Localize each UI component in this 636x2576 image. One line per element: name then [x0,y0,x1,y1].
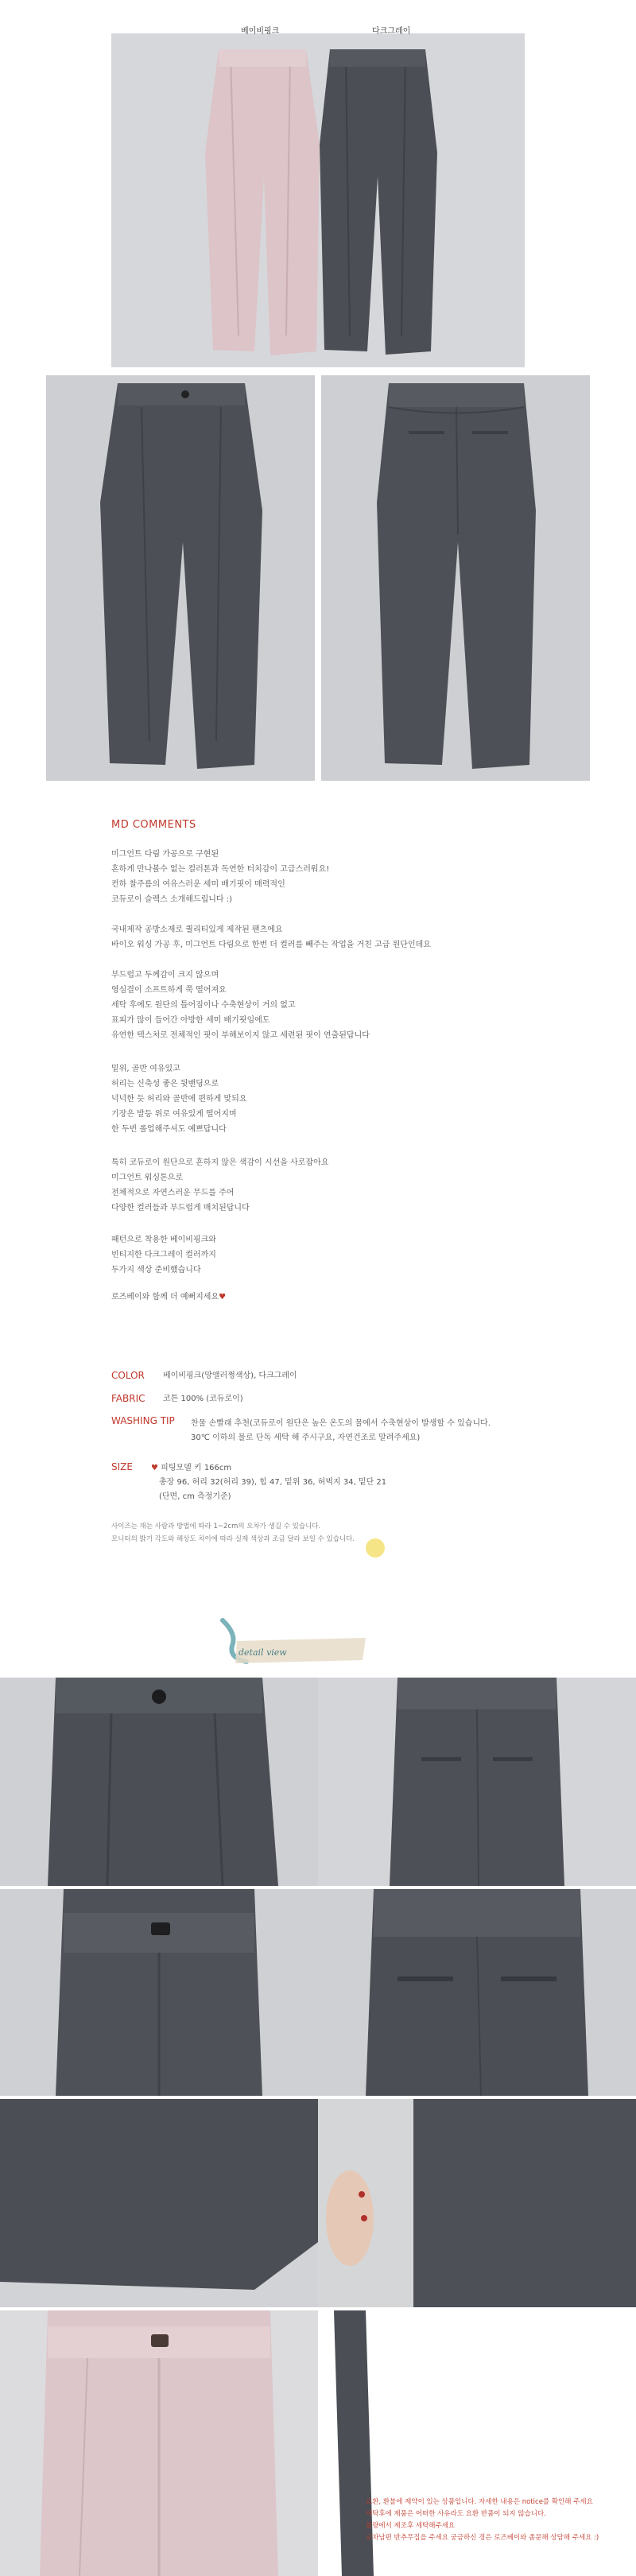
detail-photo-front-button [0,1889,318,2096]
size-label: SIZE [111,1461,133,1472]
notice-line: 요환, 환불에 제약이 있는 상품입니다. 자세한 내용은 notice를 확인해 주세요 [366,2498,593,2506]
md-line: 기장은 발등 위로 여유있게 떨어지며 [111,1110,237,1119]
note-line: 사이즈는 재는 사람과 방법에 따라 1~2cm의 오차가 생길 수 있습니다. [111,1523,321,1530]
md-paragraph-7 [111,1290,226,1305]
washing-tip-label: WASHING TIP [111,1415,175,1426]
md-line: 컨하 찰주름의 여유스러운 세미 배기핏이 매력적인 [111,880,285,889]
md-paragraph-1 [111,847,329,907]
detail-photo-back-waist [318,1678,636,1886]
md-line: 한 두번 롤업해주셔도 예쁘답니다 [111,1125,227,1134]
md-line: 특히 코듀로이 원단으로 흔하지 않은 색감이 시선을 사로잡아요 [111,1158,329,1167]
washing-tip-value [191,1417,491,1445]
detail-photo-fabric-stretch [318,2099,636,2307]
size-line: 피팅모델 키 166cm [161,1464,232,1472]
size-line: 총장 96, 허리 32(허리 39), 힙 47, 밑위 36, 허벅지 34, 밑단 21 [159,1478,387,1487]
md-line: 빈티지한 다크그레이 컬러까지 [111,1251,216,1259]
detail-photo-front-waist [0,1678,318,1886]
md-line: 세탁 후에도 원단의 틀어짐이나 수축현상이 거의 없고 [111,1001,296,1010]
washing-line: 찬물 손빨래 추천(코듀로이 원단은 높은 온도의 물에서 수축현상이 발생할 수 있습니다. [191,1419,491,1428]
heart-icon: ♥ [219,1293,227,1302]
md-paragraph-4 [111,1061,246,1137]
md-comments-title: MD COMMENTS [111,819,196,831]
grey-pants-back-photo [321,375,590,781]
heart-icon: ♥ [151,1464,158,1472]
notice-line: 교차남편 반추무집을 주세요 궁금하신 경은 로즈베이와 좀문해 상담해 주세요 :) [366,2534,599,2542]
md-line: 로즈베이와 함께 더 예뻐지세요 [111,1293,219,1302]
md-paragraph-2 [111,922,431,952]
md-line: 넉넉한 듯 허리와 골반에 편하게 맞되요 [111,1095,247,1104]
md-line: 유연한 텍스처로 전체적인 핏이 부해보이지 않고 세련된 핏이 연출된답니다 [111,1031,370,1040]
notice-line: 불량에서 제조후 세탁해주세요 [366,2522,456,2530]
top-product-photo [111,33,525,367]
highlight-dot [366,1538,385,1558]
detail-view-label: detail view [238,1647,287,1658]
note-line: 모니터의 밝기 각도와 해상도 차이에 따라 실제 색상과 조금 달라 보일 수 있습니다. [111,1535,355,1543]
md-paragraph-3 [111,968,370,1043]
md-line: 밑위, 골반 여유있고 [111,1065,180,1073]
bottom-notice [366,2496,599,2544]
size-value [151,1461,386,1504]
detail-photo-hem [0,2099,318,2307]
grey-pants-front-photo [46,375,315,781]
md-line: 다양한 컬러들과 부드럽게 매치된답니다 [111,1204,250,1212]
size-line: (단면, cm 측정기준) [159,1492,231,1501]
md-line: 허리는 신축성 좋은 뒷밴딩으로 [111,1080,219,1088]
md-line: 코듀로이 슬렉스 소개해드립니다 :) [111,895,233,904]
fabric-label: FABRIC [111,1393,145,1404]
md-line: 부드럽고 두께감이 크지 않으며 [111,971,219,980]
pink-color-label: 베이비핑크 [241,27,280,36]
size-notes [111,1520,355,1546]
md-line: 흔하게 만나볼수 없는 컬러톤과 독연한 터치감이 고급스러워요! [111,865,330,874]
md-line: 두가지 색상 준비했습니다 [111,1266,201,1274]
notice-line: 세탁후에 제품은 어떠한 사유라도 요환 반품이 되지 않습니다. [366,2510,546,2518]
md-line: 영심결이 소프트하게 쭉 떨어져요 [111,986,227,995]
fabric-value: 코튼 100% (코듀로이) [163,1395,243,1403]
md-line: 미그언트 워싱톤으로 [111,1174,184,1182]
color-label: COLOR [111,1370,145,1381]
color-value: 베이비핑크(망앨러쩡색상), 다크그레이 [163,1371,297,1380]
md-paragraph-6 [111,1232,216,1278]
md-line: 국내제작 공방소재로 퀄리티있게 제작된 팬츠에요 [111,925,283,934]
md-line: 패턴으로 착용한 베이비핑크와 [111,1236,216,1244]
detail-view-banner [215,1614,374,1670]
washing-line: 30℃ 이하의 물로 단독 세탁 해 주시구요, 자연건조로 말려주세요) [191,1433,421,1442]
grey-color-label: 다크그레이 [372,27,411,36]
md-paragraph-5 [111,1155,328,1216]
detail-photo-pink-front [0,2310,318,2576]
md-line: 미그언트 다림 가공으로 구현된 [111,850,219,859]
md-line: 전체적으로 자연스러운 무드를 주어 [111,1189,235,1197]
md-line: 표피가 많이 들어간 아방한 세미 배기핏임에도 [111,1016,270,1025]
md-line: 바이오 워싱 가공 후, 미그언트 다림으로 한번 더 컬러를 빼주는 작업을 거친 고급 원단인데요 [111,941,431,949]
detail-photo-back-pocket [318,1889,636,2096]
